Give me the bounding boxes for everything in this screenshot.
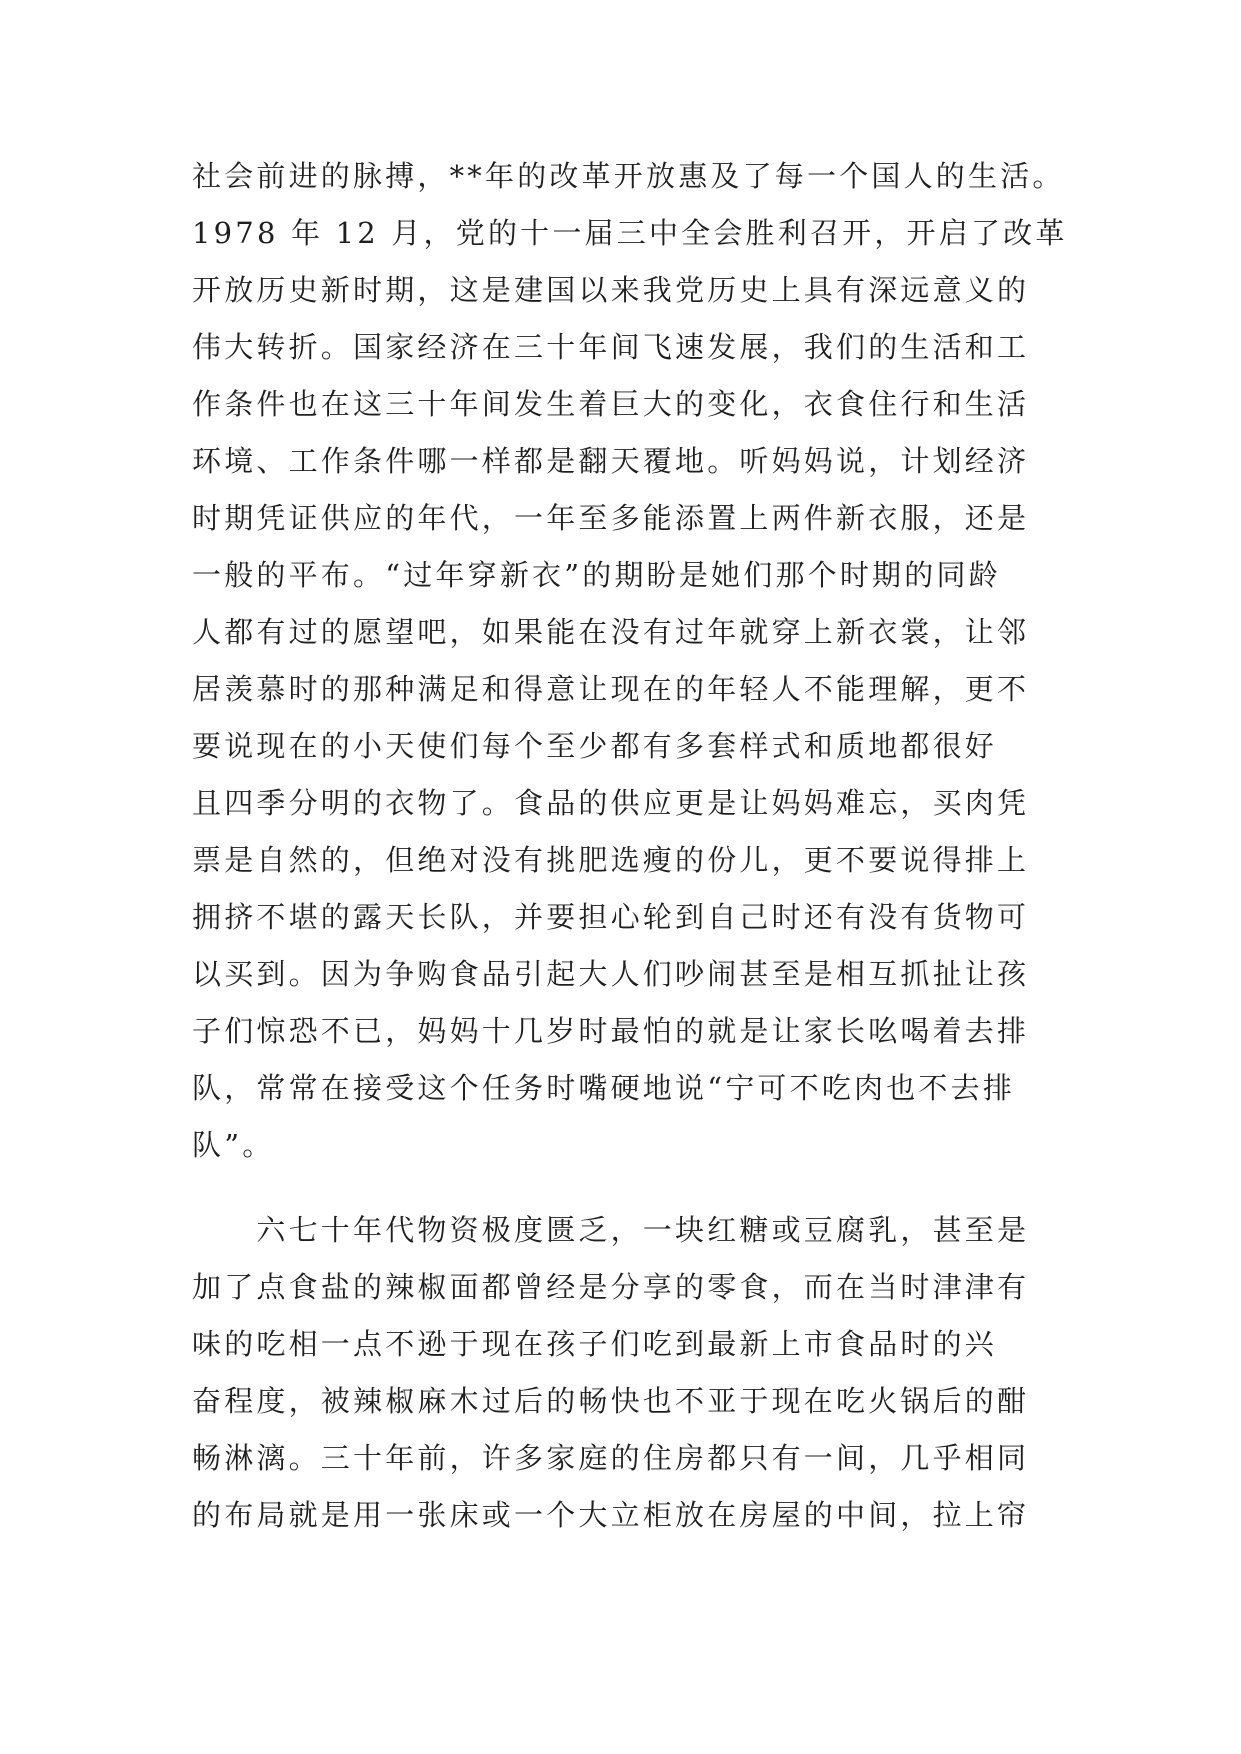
text-line: 且四季分明的衣物了。食品的供应更是让妈妈难忘，买肉凭 xyxy=(192,786,1030,820)
text-line: 居羡慕时的那种满足和得意让现在的年轻人不能理解，更不 xyxy=(192,672,1030,706)
text-line: 时期凭证供应的年代，一年至多能添置上两件新衣服，还是 xyxy=(192,501,1030,535)
text-line: 社会前进的脉搏，**年的改革开放惠及了每一个国人的生活。 xyxy=(192,159,1065,193)
text-line: 要说现在的小天使们每个至少都有多套样式和质地都很好 xyxy=(192,729,998,763)
text-line: 作条件也在这三十年间发生着巨大的变化，衣食住行和生活 xyxy=(192,387,1030,421)
text-line: 加了点食盐的辣椒面都曾经是分享的零食，而在当时津津有 xyxy=(192,1270,1030,1304)
text-line: 六七十年代物资极度匮乏，一块红糖或豆腐乳，甚至是 xyxy=(192,1213,1030,1247)
text-line: 奋程度，被辣椒麻木过后的畅快也不亚于现在吃火锅后的酣 xyxy=(192,1384,1030,1418)
text-line: 畅淋漓。三十年前，许多家庭的住房都只有一间，几乎相同 xyxy=(192,1441,1030,1475)
text-line: 人都有过的愿望吧，如果能在没有过年就穿上新衣裳，让邻 xyxy=(192,615,1030,649)
text-line: 开放历史新时期，这是建国以来我党历史上具有深远意义的 xyxy=(192,273,1030,307)
text-line: 票是自然的，但绝对没有挑肥选瘦的份儿，更不要说得排上 xyxy=(192,843,1030,877)
text-line: 的布局就是用一张床或一个大立柜放在房屋的中间，拉上帘 xyxy=(192,1498,1030,1532)
text-line: 子们惊恐不已，妈妈十几岁时最怕的就是让家长吆喝着去排 xyxy=(192,1014,1030,1048)
text-line: 队”。 xyxy=(192,1128,275,1162)
text-line: 以买到。因为争购食品引起大人们吵闹甚至是相互抓扯让孩 xyxy=(192,957,1030,991)
text-line: 环境、工作条件哪一样都是翻天覆地。听妈妈说，计划经济 xyxy=(192,444,1030,478)
text-line: 一般的平布。“过年穿新衣”的期盼是她们那个时期的同龄 xyxy=(192,558,1001,592)
text-line: 味的吃相一点不逊于现在孩子们吃到最新上市食品时的兴 xyxy=(192,1327,998,1361)
text-line: 队，常常在接受这个任务时嘴硬地说“宁可不吃肉也不去排 xyxy=(192,1071,1016,1105)
text-line: 拥挤不堪的露天长队，并要担心轮到自己时还有没有货物可 xyxy=(192,900,1030,934)
text-line: 伟大转折。国家经济在三十年间飞速发展，我们的生活和工 xyxy=(192,330,1030,364)
text-line: 1978 年 12 月，党的十一届三中全会胜利召开，开启了改革 xyxy=(192,216,1068,250)
